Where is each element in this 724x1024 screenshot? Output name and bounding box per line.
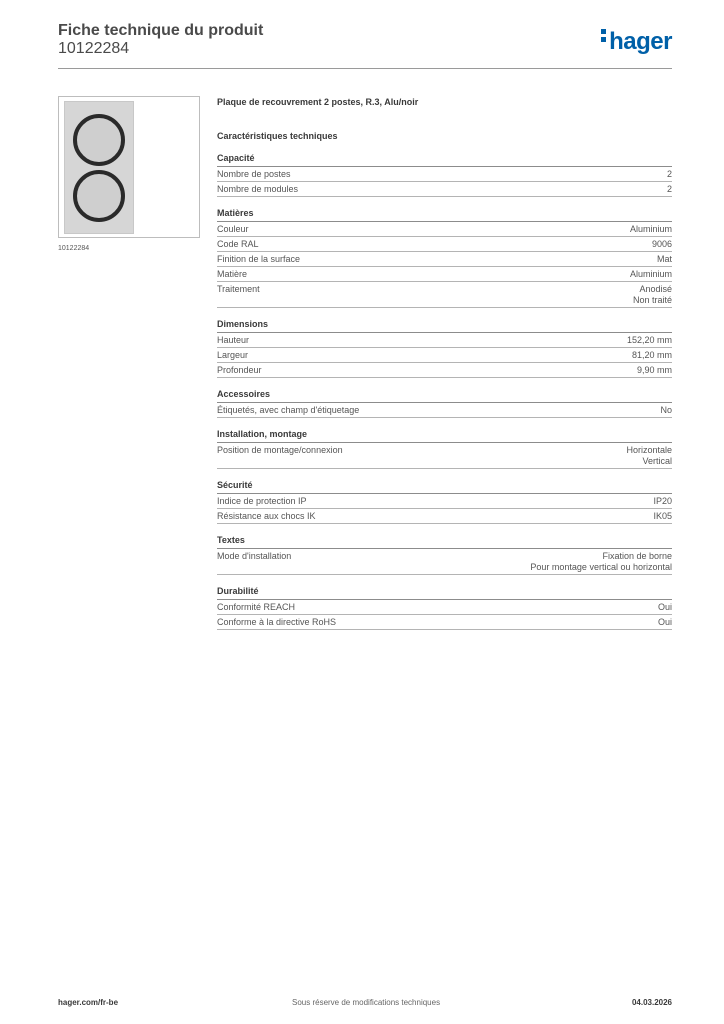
spec-label: Nombre de modules — [217, 184, 299, 194]
spec-label: Hauteur — [217, 335, 250, 345]
spec-value-line: Pour montage vertical ou horizontal — [530, 562, 672, 572]
spec-value-line: 2 — [666, 184, 672, 194]
spec-value-line: 152,20 mm — [626, 335, 672, 345]
spec-row — [217, 549, 672, 575]
spec-row — [217, 615, 672, 630]
spec-value-line: Oui — [657, 617, 672, 627]
spec-label: Résistance aux chocs IK — [217, 511, 316, 521]
spec-label: Couleur — [217, 224, 249, 234]
spec-section — [217, 208, 672, 308]
spec-row — [217, 182, 672, 197]
hager-logo — [601, 28, 672, 56]
spec-row — [217, 443, 672, 469]
spec-label: Code RAL — [217, 239, 259, 249]
spec-section — [217, 153, 672, 197]
spec-value — [660, 405, 672, 416]
spec-value-line: 2 — [666, 169, 672, 179]
spec-value — [652, 239, 672, 250]
spec-row — [217, 252, 672, 267]
spec-value — [630, 224, 672, 235]
spec-value — [658, 602, 672, 613]
spec-value-line: 81,20 mm — [631, 350, 672, 360]
page-header — [58, 22, 672, 68]
ring-bottom-icon — [73, 170, 125, 222]
spec-row — [217, 282, 672, 308]
spec-row — [217, 267, 672, 282]
spec-row — [217, 348, 672, 363]
spec-value-line: Non traité — [632, 295, 672, 305]
spec-label: Conformité REACH — [217, 602, 296, 612]
spec-value — [633, 284, 672, 306]
spec-value-line: Horizontale — [626, 445, 672, 455]
spec-label: Conforme à la directive RoHS — [217, 617, 337, 627]
spec-value — [627, 335, 672, 346]
spec-section — [217, 429, 672, 469]
spec-label: Étiquetés, avec champ d'étiquetage — [217, 405, 360, 415]
logo-dots-icon — [601, 29, 607, 45]
spec-label: Finition de la surface — [217, 254, 301, 264]
spec-section — [217, 389, 672, 418]
spec-section — [217, 480, 672, 524]
section-title: Sécurité — [217, 480, 672, 494]
cover-plate-icon — [64, 101, 134, 234]
spec-row — [217, 494, 672, 509]
spec-section — [217, 319, 672, 378]
spec-value — [658, 617, 672, 628]
spec-value — [530, 551, 672, 573]
spec-value-line: 9,90 mm — [636, 365, 672, 375]
product-reference: 10122284 — [58, 40, 130, 57]
spec-label: Largeur — [217, 350, 249, 360]
spec-section — [217, 535, 672, 575]
spec-value-line: Fixation de borne — [602, 551, 672, 561]
header-divider — [58, 68, 672, 69]
spec-label: Indice de protection IP — [217, 496, 307, 506]
section-title: Textes — [217, 535, 672, 549]
spec-value — [657, 254, 672, 265]
spec-value — [632, 350, 672, 361]
spec-row — [217, 509, 672, 524]
spec-row — [217, 167, 672, 182]
spec-value — [653, 511, 672, 522]
spec-value-line: Aluminium — [629, 224, 672, 234]
spec-label: Traitement — [217, 284, 260, 294]
spec-value — [667, 169, 672, 180]
section-title: Durabilité — [217, 586, 672, 600]
spec-value-line: IP20 — [653, 496, 672, 506]
spec-value-line: Oui — [657, 602, 672, 612]
spec-label: Nombre de postes — [217, 169, 291, 179]
spec-value-line: Mat — [656, 254, 672, 264]
spec-sections — [217, 153, 672, 630]
spec-row — [217, 237, 672, 252]
product-image — [58, 96, 200, 238]
spec-label: Mode d'installation — [217, 551, 292, 561]
spec-row — [217, 403, 672, 418]
footer-website[interactable]: hager.com/fr-be — [58, 998, 119, 1007]
ring-top-icon — [73, 114, 125, 166]
spec-row — [217, 333, 672, 348]
section-title: Capacité — [217, 153, 672, 167]
spec-value — [626, 445, 672, 467]
spec-section — [217, 586, 672, 630]
spec-value-line: IK05 — [653, 511, 672, 521]
spec-label: Position de montage/connexion — [217, 445, 343, 455]
spec-value — [637, 365, 672, 376]
section-title: Accessoires — [217, 389, 672, 403]
spec-value-line: 9006 — [651, 239, 672, 249]
spec-value-line: Anodisé — [639, 284, 672, 294]
logo-text: hager — [609, 28, 672, 55]
section-title: Installation, montage — [217, 429, 672, 443]
spec-value-line: Aluminium — [629, 269, 672, 279]
spec-value — [653, 496, 672, 507]
page-footer — [58, 998, 672, 1010]
image-caption: 10122284 — [58, 245, 90, 252]
spec-label: Matière — [217, 269, 248, 279]
section-title: Dimensions — [217, 319, 672, 333]
section-title: Matières — [217, 208, 672, 222]
footer-disclaimer: Sous réserve de modifications techniques — [292, 998, 441, 1007]
product-name: Plaque de recouvrement 2 postes, R.3, Alu/noir — [217, 97, 419, 107]
spec-value — [667, 184, 672, 195]
tech-characteristics-title: Caractéristiques techniques — [217, 131, 338, 141]
spec-value-line: Vertical — [642, 456, 672, 466]
spec-content — [217, 96, 672, 630]
footer-date: 04.03.2026 — [631, 998, 672, 1007]
spec-label: Profondeur — [217, 365, 262, 375]
spec-row — [217, 600, 672, 615]
document-title: Fiche technique du produit — [58, 22, 264, 39]
spec-row — [217, 363, 672, 378]
spec-value — [630, 269, 672, 280]
spec-value-line: No — [660, 405, 672, 415]
spec-row — [217, 222, 672, 237]
